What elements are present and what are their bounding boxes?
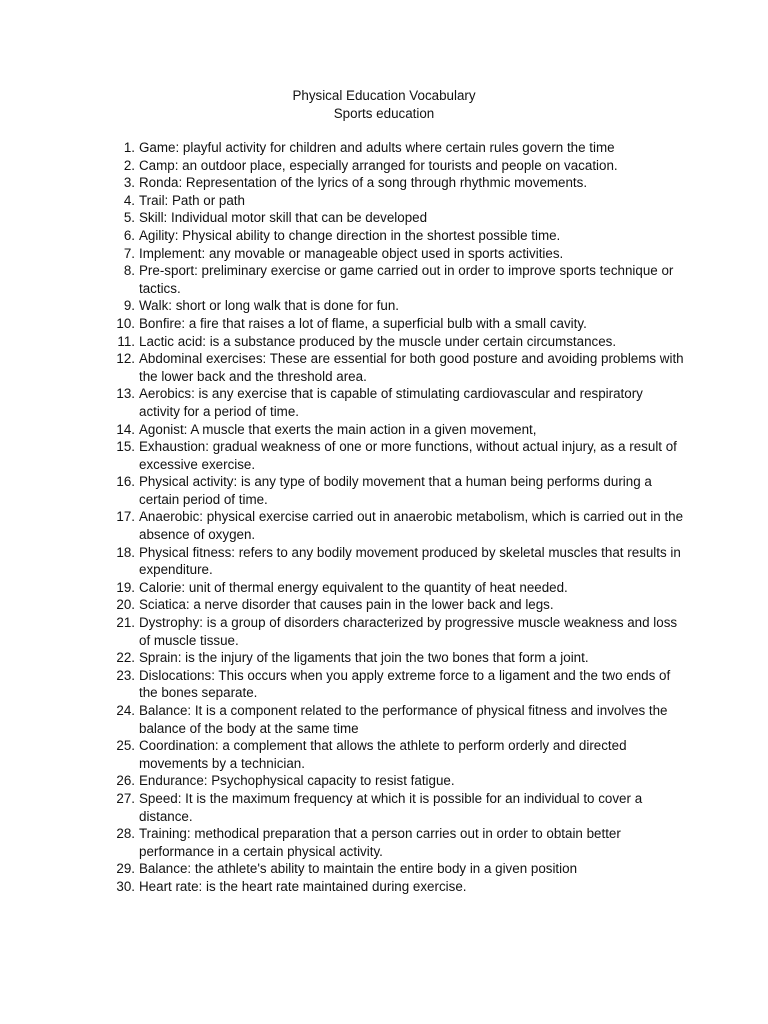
list-item [123, 139, 684, 157]
list-item-number: 1. [123, 140, 135, 155]
list-item-number: 13. [116, 386, 135, 402]
vocabulary-list [0, 139, 684, 896]
document-title: Physical Education Vocabulary [292, 88, 476, 103]
list-item [116, 667, 684, 702]
list-item [116, 790, 684, 825]
list-item-number: 28. [116, 826, 135, 842]
list-item-number: 26. [116, 773, 135, 789]
list-item-number: 10. [116, 315, 135, 331]
list-item [116, 596, 684, 614]
list-item-text: Physical fitness: refers to any bodily movement produced by skeletal muscles that results in expenditure. [139, 544, 681, 578]
list-item-number: 24. [116, 703, 135, 718]
list-item-number: 29. [116, 861, 135, 877]
list-item-text: Sciatica: a nerve disorder that causes pain in the lower back and legs. [139, 597, 554, 613]
list-item [123, 174, 684, 192]
list-item-number: 25. [116, 738, 135, 754]
list-item-number: 3. [123, 175, 135, 191]
list-item-number: 20. [116, 597, 135, 613]
list-item-text: Dislocations: This occurs when you apply extreme force to a ligament and the two ends of the bones separate. [139, 667, 671, 701]
list-item-number: 30. [116, 878, 135, 894]
list-item-text: Balance: It is a component related to the performance of physical fitness and involves the balance of the body at the same time [139, 703, 668, 736]
list-item-number: 2. [123, 157, 135, 173]
list-item [116, 315, 684, 333]
list-item [116, 878, 684, 896]
list-item-number: 23. [116, 667, 135, 683]
list-item-text: Coordination: a complement that allows the athlete to perform orderly and directed movements by a technician. [139, 738, 627, 771]
list-item [116, 825, 684, 860]
list-item [116, 649, 684, 667]
document-subtitle: Sports education [333, 105, 435, 121]
list-item [116, 737, 684, 772]
list-item-text: Camp: an outdoor place, especially arranged for tourists and people on vacation. [139, 157, 618, 173]
list-item-text: Physical activity: is any type of bodily movement that a human being performs during a certain period of time. [139, 474, 652, 507]
list-item-text: Aerobics: is any exercise that is capable of stimulating cardiovascular and respiratory activity for a period of time. [139, 386, 643, 419]
list-item-number: 21. [116, 615, 135, 631]
list-item-text: Implement: any movable or manageable object used in sports activities. [139, 245, 564, 261]
list-item-number: 8. [123, 263, 135, 279]
list-item [117, 333, 684, 351]
list-item [116, 421, 684, 439]
list-item-text: Game: playful activity for children and adults where certain rules govern the time [139, 140, 615, 155]
list-item [123, 227, 684, 245]
list-item [123, 245, 684, 263]
list-item [116, 702, 684, 737]
list-item-text: Calorie: unit of thermal energy equivalent to the quantity of heat needed. [139, 579, 568, 595]
list-item-text: Speed: It is the maximum frequency at which it is possible for an individual to cover a distance. [139, 790, 643, 824]
list-item [123, 262, 684, 297]
list-item-number: 12. [116, 351, 135, 367]
list-item-number: 5. [123, 210, 135, 226]
list-item-text: Bonfire: a fire that raises a lot of flame, a superficial bulb with a small cavity. [139, 315, 587, 331]
list-item-text: Trail: Path or path [139, 192, 245, 208]
list-item-text: Training: methodical preparation that a person carries out in order to obtain better performance in a certain physical activity. [139, 826, 621, 859]
list-item [116, 350, 684, 385]
list-item [116, 508, 684, 543]
list-item [116, 544, 684, 579]
list-item-number: 17. [116, 509, 135, 525]
list-item [123, 209, 684, 227]
list-item-text: Walk: short or long walk that is done for fun. [139, 298, 399, 314]
document-header [0, 87, 768, 122]
list-item-number: 9. [123, 298, 135, 314]
list-item-number: 11. [117, 333, 135, 349]
list-item [116, 614, 684, 649]
list-item-text: Anaerobic: physical exercise carried out in anaerobic metabolism, which is carried out in the absence of oxygen. [139, 509, 684, 543]
list-item-number: 6. [123, 227, 135, 243]
list-item-text: Exhaustion: gradual weakness of one or more functions, without actual injury, as a result of excessive exercise. [139, 439, 677, 472]
list-item [123, 297, 684, 315]
list-item [116, 438, 684, 473]
list-item [116, 385, 684, 420]
list-item-number: 27. [116, 790, 135, 806]
list-item-text: Dystrophy: is a group of disorders characterized by progressive muscle weakness and loss of muscle tissue. [139, 615, 678, 648]
list-item-text: Heart rate: is the heart rate maintained during exercise. [139, 878, 467, 894]
list-item-text: Pre-sport: preliminary exercise or game carried out in order to improve sports technique or tactics. [139, 263, 674, 296]
list-item-number: 7. [123, 245, 135, 261]
list-item-text: Skill: Individual motor skill that can be developed [139, 210, 428, 226]
list-item [123, 157, 684, 175]
list-item-text: Abdominal exercises: These are essential for both good posture and avoiding problems with the lower back and the threshold area. [139, 351, 684, 384]
list-item-text: Endurance: Psychophysical capacity to resist fatigue. [139, 773, 455, 789]
list-item [116, 860, 684, 878]
list-item-number: 14. [116, 421, 135, 437]
list-item-text: Lactic acid: is a substance produced by the muscle under certain circumstances. [139, 333, 617, 349]
list-item-number: 19. [116, 579, 135, 595]
list-item-number: 15. [116, 439, 135, 455]
list-item [123, 192, 684, 210]
list-item-text: Agility: Physical ability to change direction in the shortest possible time. [139, 227, 561, 243]
list-item-text: Agonist: A muscle that exerts the main action in a given movement, [139, 421, 537, 437]
list-item-number: 22. [116, 650, 135, 666]
list-item-number: 16. [116, 474, 135, 490]
list-item-number: 4. [123, 192, 135, 208]
list-item-text: Balance: the athlete's ability to maintain the entire body in a given position [139, 861, 578, 877]
list-item-text: Sprain: is the injury of the ligaments that join the two bones that form a joint. [139, 650, 589, 666]
list-item [116, 579, 684, 597]
list-item-number: 18. [116, 544, 135, 560]
list-item [116, 772, 684, 790]
list-item-text: Ronda: Representation of the lyrics of a song through rhythmic movements. [139, 175, 588, 191]
list-item [116, 473, 684, 508]
